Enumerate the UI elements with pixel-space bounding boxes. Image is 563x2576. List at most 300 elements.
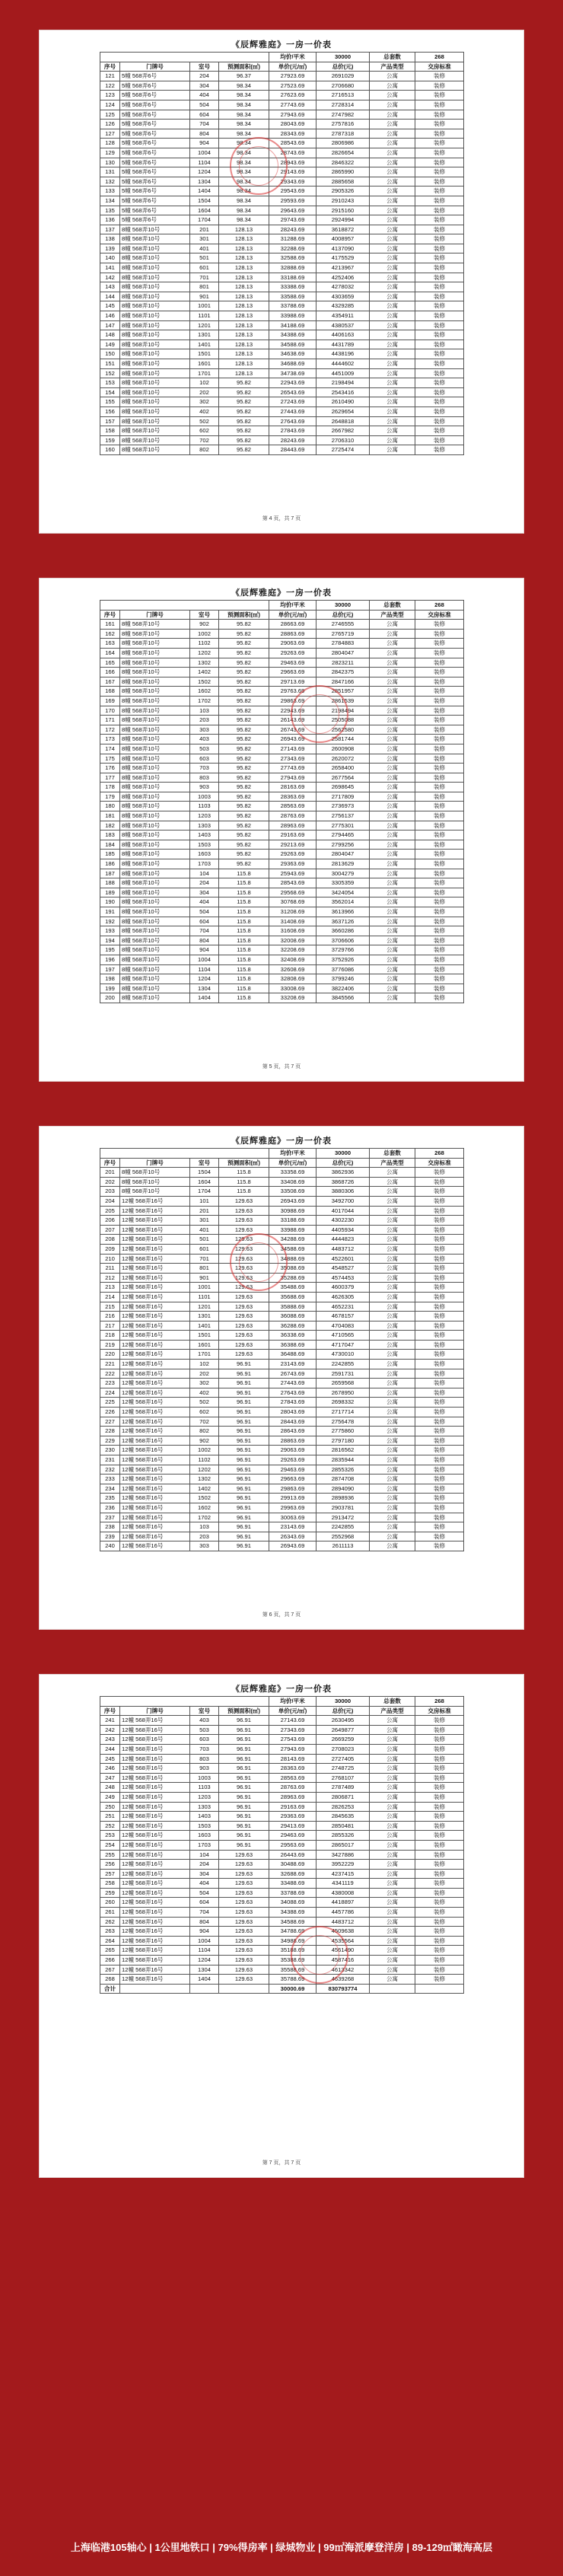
table-cell: 8幢 568弄10号: [120, 869, 190, 878]
table-cell: 404: [190, 91, 219, 100]
table-row: [100, 926, 464, 936]
table-cell: 504: [190, 1888, 219, 1898]
table-cell: 601: [190, 263, 219, 273]
table-cell: 装修: [415, 1436, 464, 1446]
table-row: [100, 964, 464, 974]
table-cell: 公寓: [370, 955, 415, 964]
company-seal: [230, 137, 288, 195]
table-cell: 1604: [190, 206, 219, 215]
table-cell: 8幢 568弄10号: [120, 435, 190, 445]
table-row: [100, 1475, 464, 1484]
table-cell: 192: [100, 917, 120, 926]
table-cell: 254: [100, 1840, 120, 1850]
table-cell: 27443.69: [269, 406, 316, 416]
table-cell: 255: [100, 1850, 120, 1860]
table-cell: 2630495: [316, 1716, 370, 1726]
table-cell: 8幢 568弄10号: [120, 406, 190, 416]
table-cell: 115.8: [219, 897, 269, 907]
summary-label: 268: [415, 601, 464, 611]
table-cell: 公寓: [370, 945, 415, 955]
table-cell: 公寓: [370, 917, 415, 926]
price-table: [100, 1696, 464, 1994]
table-row: [100, 639, 464, 649]
table-cell: 2842375: [316, 668, 370, 677]
summary-label: 268: [415, 1149, 464, 1159]
table-cell: 8幢 568弄10号: [120, 426, 190, 436]
table-cell: 115.8: [219, 926, 269, 936]
table-cell: 115.8: [219, 1177, 269, 1187]
table-cell: 装修: [415, 1408, 464, 1417]
table-cell: 装修: [415, 764, 464, 773]
table-cell: 127: [100, 129, 120, 139]
column-header: 产品类型: [370, 610, 415, 620]
table-cell: 装修: [415, 926, 464, 936]
table-row: [100, 1888, 464, 1898]
table-cell: 1402: [190, 668, 219, 677]
table-cell: 29163.69: [269, 1802, 316, 1812]
table-cell: 1502: [190, 677, 219, 687]
table-summary-row: [100, 53, 464, 62]
table-cell: 8幢 568弄10号: [120, 744, 190, 754]
table-cell: 12幢 568弄16号: [120, 1908, 190, 1918]
table-cell: 2678950: [316, 1388, 370, 1398]
table-cell: 104: [190, 869, 219, 878]
summary-label: 总套数: [370, 601, 415, 611]
table-cell: 98.34: [219, 158, 269, 167]
table-header-row: [100, 1158, 464, 1168]
table-cell: 129.63: [219, 1331, 269, 1341]
table-cell: 180: [100, 802, 120, 811]
table-cell: 4626305: [316, 1292, 370, 1302]
table-cell: 129.63: [219, 1292, 269, 1302]
table-cell: 2708023: [316, 1744, 370, 1754]
table-cell: 29593.69: [269, 196, 316, 206]
table-cell: 5幢 568弄6号: [120, 148, 190, 158]
table-cell: 装修: [415, 1292, 464, 1302]
table-cell: 3799246: [316, 974, 370, 984]
table-cell: 1303: [190, 821, 219, 831]
table-cell: 装修: [415, 831, 464, 840]
table-row: [100, 225, 464, 234]
table-row: [100, 735, 464, 744]
table-cell: 公寓: [370, 850, 415, 859]
table-cell: 1001: [190, 1283, 219, 1293]
table-cell: 公寓: [370, 907, 415, 917]
table-cell: 170: [100, 706, 120, 716]
table-cell: 1204: [190, 974, 219, 984]
table-cell: 129.63: [219, 1850, 269, 1860]
table-cell: 26743.69: [269, 725, 316, 735]
table-cell: 8幢 568弄10号: [120, 926, 190, 936]
table-cell: 96.91: [219, 1388, 269, 1398]
table-cell: 237: [100, 1513, 120, 1522]
table-cell: 公寓: [370, 1946, 415, 1956]
table-cell: 12幢 568弄16号: [120, 1860, 190, 1870]
table-cell: 8幢 568弄10号: [120, 397, 190, 407]
table-cell: 公寓: [370, 897, 415, 907]
table-cell: 223: [100, 1379, 120, 1388]
table-cell: 27143.69: [269, 744, 316, 754]
table-cell: 公寓: [370, 1427, 415, 1436]
table-cell: 装修: [415, 244, 464, 253]
table-cell: 5幢 568弄6号: [120, 129, 190, 139]
table-cell: 装修: [415, 964, 464, 974]
table-cell: 8幢 568弄10号: [120, 263, 190, 273]
column-header: 总价(元): [316, 62, 370, 72]
table-cell: 2698332: [316, 1398, 370, 1408]
table-cell: 164: [100, 648, 120, 658]
table-cell: 12幢 568弄16号: [120, 1522, 190, 1532]
table-cell: 装修: [415, 215, 464, 225]
table-cell: 34188.69: [269, 320, 316, 330]
summary-label: 30000: [316, 601, 370, 611]
table-cell: 29363.69: [269, 859, 316, 869]
table-cell: 12幢 568弄16号: [120, 1340, 190, 1350]
table-cell: 1202: [190, 648, 219, 658]
table-cell: 8幢 568弄10号: [120, 330, 190, 340]
table-cell: 33588.69: [269, 292, 316, 301]
table-cell: 8幢 568弄10号: [120, 1187, 190, 1197]
table-cell: 240: [100, 1541, 120, 1551]
table-cell: 8幢 568弄10号: [120, 273, 190, 282]
table-cell: 公寓: [370, 1725, 415, 1735]
table-cell: 203: [190, 1532, 219, 1541]
summary-label: 均价/平米: [269, 601, 316, 611]
table-cell: 36288.69: [269, 1321, 316, 1331]
table-row: [100, 1302, 464, 1312]
table-cell: 153: [100, 378, 120, 388]
table-row: [100, 100, 464, 110]
table-cell: 98.34: [219, 206, 269, 215]
total-cell: [219, 1984, 269, 1994]
table-cell: 公寓: [370, 139, 415, 148]
table-cell: 1503: [190, 1821, 219, 1831]
table-row: [100, 764, 464, 773]
table-cell: 225: [100, 1398, 120, 1408]
table-cell: 128.13: [219, 234, 269, 244]
table-row: [100, 1927, 464, 1937]
table-cell: 129.63: [219, 1975, 269, 1985]
table-cell: 704: [190, 1908, 219, 1918]
table-cell: 12幢 568弄16号: [120, 1812, 190, 1822]
footer-banner: 上海临港105轴心 | 1公里地铁口 | 79%得房率 | 绿城物业 | 99㎡海派摩登洋房 | 89-129㎡瞰海高层: [70, 2542, 493, 2553]
table-cell: 装修: [415, 445, 464, 455]
table-cell: 29543.69: [269, 187, 316, 196]
table-cell: 3822406: [316, 984, 370, 993]
table-cell: 装修: [415, 340, 464, 349]
table-cell: 装修: [415, 1503, 464, 1513]
table-cell: 12幢 568弄16号: [120, 1235, 190, 1245]
table-cell: 装修: [415, 292, 464, 301]
table-cell: 304: [190, 1869, 219, 1879]
table-cell: 1402: [190, 1484, 219, 1494]
table-cell: 公寓: [370, 1398, 415, 1408]
table-cell: 公寓: [370, 1513, 415, 1522]
table-cell: 2775860: [316, 1427, 370, 1436]
table-cell: 96.91: [219, 1735, 269, 1745]
table-cell: 12幢 568弄16号: [120, 1744, 190, 1754]
table-cell: 29568.69: [269, 888, 316, 897]
table-cell: 公寓: [370, 1716, 415, 1726]
table-cell: 2727405: [316, 1754, 370, 1764]
table-cell: 装修: [415, 1302, 464, 1312]
table-row: [100, 1503, 464, 1513]
table-row: [100, 1831, 464, 1841]
table-cell: 2649877: [316, 1725, 370, 1735]
table-cell: 230: [100, 1446, 120, 1455]
table-cell: 1504: [190, 196, 219, 206]
table-cell: 装修: [415, 629, 464, 639]
table-cell: 95.82: [219, 445, 269, 455]
table-cell: 129.63: [219, 1908, 269, 1918]
table-cell: 203: [190, 716, 219, 725]
table-row: [100, 301, 464, 311]
table-cell: 35288.69: [269, 1273, 316, 1283]
table-cell: 129.63: [219, 1869, 269, 1879]
table-cell: 公寓: [370, 148, 415, 158]
table-cell: 803: [190, 773, 219, 783]
table-cell: 公寓: [370, 129, 415, 139]
table-cell: 403: [190, 1716, 219, 1726]
table-cell: 装修: [415, 206, 464, 215]
table-cell: 8幢 568弄10号: [120, 888, 190, 897]
company-seal: [230, 1233, 288, 1291]
table-cell: 802: [190, 445, 219, 455]
column-header: 序号: [100, 1158, 120, 1168]
column-header: 交房标准: [415, 62, 464, 72]
table-cell: 238: [100, 1522, 120, 1532]
table-cell: 1301: [190, 1312, 219, 1321]
table-cell: 装修: [415, 792, 464, 802]
table-cell: 公寓: [370, 1283, 415, 1293]
column-header: 交房标准: [415, 1158, 464, 1168]
table-cell: 96.91: [219, 1532, 269, 1541]
table-cell: 公寓: [370, 187, 415, 196]
table-cell: 129.63: [219, 1321, 269, 1331]
table-cell: 装修: [415, 1235, 464, 1245]
table-summary-row: [100, 1149, 464, 1159]
table-row: [100, 292, 464, 301]
table-cell: 901: [190, 292, 219, 301]
table-cell: 公寓: [370, 869, 415, 878]
table-row: [100, 1965, 464, 1975]
table-cell: 2698645: [316, 783, 370, 792]
table-cell: 装修: [415, 955, 464, 964]
table-cell: 219: [100, 1340, 120, 1350]
table-row: [100, 330, 464, 340]
table-cell: 29413.69: [269, 1821, 316, 1831]
total-row: [100, 1984, 464, 1994]
table-cell: 2804047: [316, 850, 370, 859]
table-cell: 装修: [415, 1783, 464, 1793]
table-cell: 1102: [190, 1455, 219, 1465]
table-cell: 32888.69: [269, 263, 316, 273]
table-row: [100, 802, 464, 811]
table-cell: 248: [100, 1783, 120, 1793]
table-cell: 2775301: [316, 821, 370, 831]
table-cell: 4438196: [316, 349, 370, 359]
table-cell: 8幢 568弄10号: [120, 811, 190, 821]
table-row: [100, 406, 464, 416]
table-cell: 96.91: [219, 1812, 269, 1822]
table-cell: 4483712: [316, 1244, 370, 1254]
table-cell: 1404: [190, 187, 219, 196]
table-cell: 28043.69: [269, 1408, 316, 1417]
table-row: [100, 1936, 464, 1946]
table-cell: 503: [190, 744, 219, 754]
table-cell: 202: [190, 1369, 219, 1379]
table-cell: 3660286: [316, 926, 370, 936]
table-cell: 218: [100, 1331, 120, 1341]
table-cell: 2658400: [316, 764, 370, 773]
table-cell: 1603: [190, 850, 219, 859]
table-cell: 2905326: [316, 187, 370, 196]
table-cell: 2915160: [316, 206, 370, 215]
table-cell: 12幢 568弄16号: [120, 1936, 190, 1946]
table-cell: 28443.69: [269, 445, 316, 455]
table-cell: 公寓: [370, 725, 415, 735]
table-cell: 装修: [415, 320, 464, 330]
table-row: [100, 1340, 464, 1350]
table-cell: 12幢 568弄16号: [120, 1725, 190, 1735]
table-cell: 2855326: [316, 1831, 370, 1841]
table-cell: 125: [100, 110, 120, 120]
table-cell: 4418897: [316, 1898, 370, 1908]
table-cell: 装修: [415, 167, 464, 177]
table-row: [100, 1532, 464, 1541]
column-header: 产品类型: [370, 1706, 415, 1716]
table-cell: 装修: [415, 1283, 464, 1293]
table-cell: 装修: [415, 72, 464, 81]
table-cell: 28043.69: [269, 120, 316, 129]
table-cell: 129.63: [219, 1225, 269, 1235]
table-cell: 98.34: [219, 110, 269, 120]
table-cell: 403: [190, 735, 219, 744]
column-header: 单价(元/㎡): [269, 62, 316, 72]
table-cell: 公寓: [370, 1812, 415, 1822]
table-cell: 公寓: [370, 926, 415, 936]
table-cell: 12幢 568弄16号: [120, 1821, 190, 1831]
table-cell: 29063.69: [269, 1446, 316, 1455]
table-cell: 装修: [415, 1840, 464, 1850]
table-cell: 2898936: [316, 1494, 370, 1503]
table-row: [100, 282, 464, 292]
table-cell: 151: [100, 359, 120, 369]
table-cell: 33358.69: [269, 1168, 316, 1178]
table-cell: 装修: [415, 1917, 464, 1927]
table-cell: 装修: [415, 378, 464, 388]
table-cell: 4444602: [316, 359, 370, 369]
table-cell: 28443.69: [269, 1417, 316, 1427]
table-cell: 12幢 568弄16号: [120, 1408, 190, 1417]
table-cell: 27523.69: [269, 81, 316, 91]
table-row: [100, 273, 464, 282]
table-cell: 95.82: [219, 764, 269, 773]
table-cell: 1003: [190, 792, 219, 802]
table-cell: 公寓: [370, 936, 415, 945]
table-cell: 1301: [190, 330, 219, 340]
table-cell: 12幢 568弄16号: [120, 1273, 190, 1283]
table-cell: 96.91: [219, 1455, 269, 1465]
table-row: [100, 340, 464, 349]
table-cell: 2826654: [316, 148, 370, 158]
table-row: [100, 936, 464, 945]
table-row: [100, 831, 464, 840]
table-cell: 装修: [415, 658, 464, 668]
table-cell: 2797180: [316, 1436, 370, 1446]
summary-label: 268: [415, 53, 464, 62]
table-cell: 128.13: [219, 340, 269, 349]
table-cell: 33408.69: [269, 1177, 316, 1187]
table-cell: 227: [100, 1417, 120, 1427]
summary-label: 均价/平米: [269, 1697, 316, 1707]
table-cell: 26943.69: [269, 1541, 316, 1551]
table-cell: 8幢 568弄10号: [120, 629, 190, 639]
table-cell: 501: [190, 1235, 219, 1245]
table-cell: 129.63: [219, 1273, 269, 1283]
table-cell: 公寓: [370, 1840, 415, 1850]
table-cell: 96.91: [219, 1503, 269, 1513]
table-cell: 251: [100, 1812, 120, 1822]
table-row: [100, 1206, 464, 1216]
page-title: 《辰辉雅庭》一房一价表: [231, 588, 332, 598]
table-cell: 98.34: [219, 139, 269, 148]
table-row: [100, 716, 464, 725]
table-cell: 8幢 568弄10号: [120, 687, 190, 697]
column-header: 序号: [100, 62, 120, 72]
table-cell: 95.82: [219, 687, 269, 697]
table-cell: 22943.69: [269, 706, 316, 716]
table-cell: 装修: [415, 416, 464, 426]
table-cell: 96.91: [219, 1446, 269, 1455]
table-cell: 4237415: [316, 1869, 370, 1879]
table-cell: 公寓: [370, 368, 415, 378]
table-cell: 公寓: [370, 1379, 415, 1388]
table-cell: 28243.69: [269, 225, 316, 234]
table-cell: 公寓: [370, 754, 415, 764]
table-cell: 115.8: [219, 955, 269, 964]
table-cell: 公寓: [370, 81, 415, 91]
table-cell: 12幢 568弄16号: [120, 1321, 190, 1331]
table-cell: 2861539: [316, 696, 370, 706]
table-cell: 装修: [415, 1522, 464, 1532]
table-row: [100, 416, 464, 426]
table-cell: 304: [190, 888, 219, 897]
table-cell: 302: [190, 1379, 219, 1388]
table-cell: 4548527: [316, 1264, 370, 1274]
table-cell: 公寓: [370, 716, 415, 725]
table-cell: 122: [100, 81, 120, 91]
table-cell: 169: [100, 696, 120, 706]
table-cell: 157: [100, 416, 120, 426]
table-cell: 8幢 568弄10号: [120, 658, 190, 668]
table-cell: 243: [100, 1735, 120, 1745]
price-table: [100, 52, 464, 455]
table-cell: [100, 601, 269, 611]
table-cell: 28763.69: [269, 811, 316, 821]
table-cell: 257: [100, 1869, 120, 1879]
table-cell: 268: [100, 1975, 120, 1985]
table-cell: 96.91: [219, 1840, 269, 1850]
table-cell: 装修: [415, 1340, 464, 1350]
table-cell: 98.34: [219, 91, 269, 100]
table-cell: 30488.69: [269, 1860, 316, 1870]
table-cell: 704: [190, 926, 219, 936]
table-cell: 301: [190, 1216, 219, 1226]
table-cell: 12幢 568弄16号: [120, 1302, 190, 1312]
table-cell: 27243.69: [269, 397, 316, 407]
table-cell: 179: [100, 792, 120, 802]
